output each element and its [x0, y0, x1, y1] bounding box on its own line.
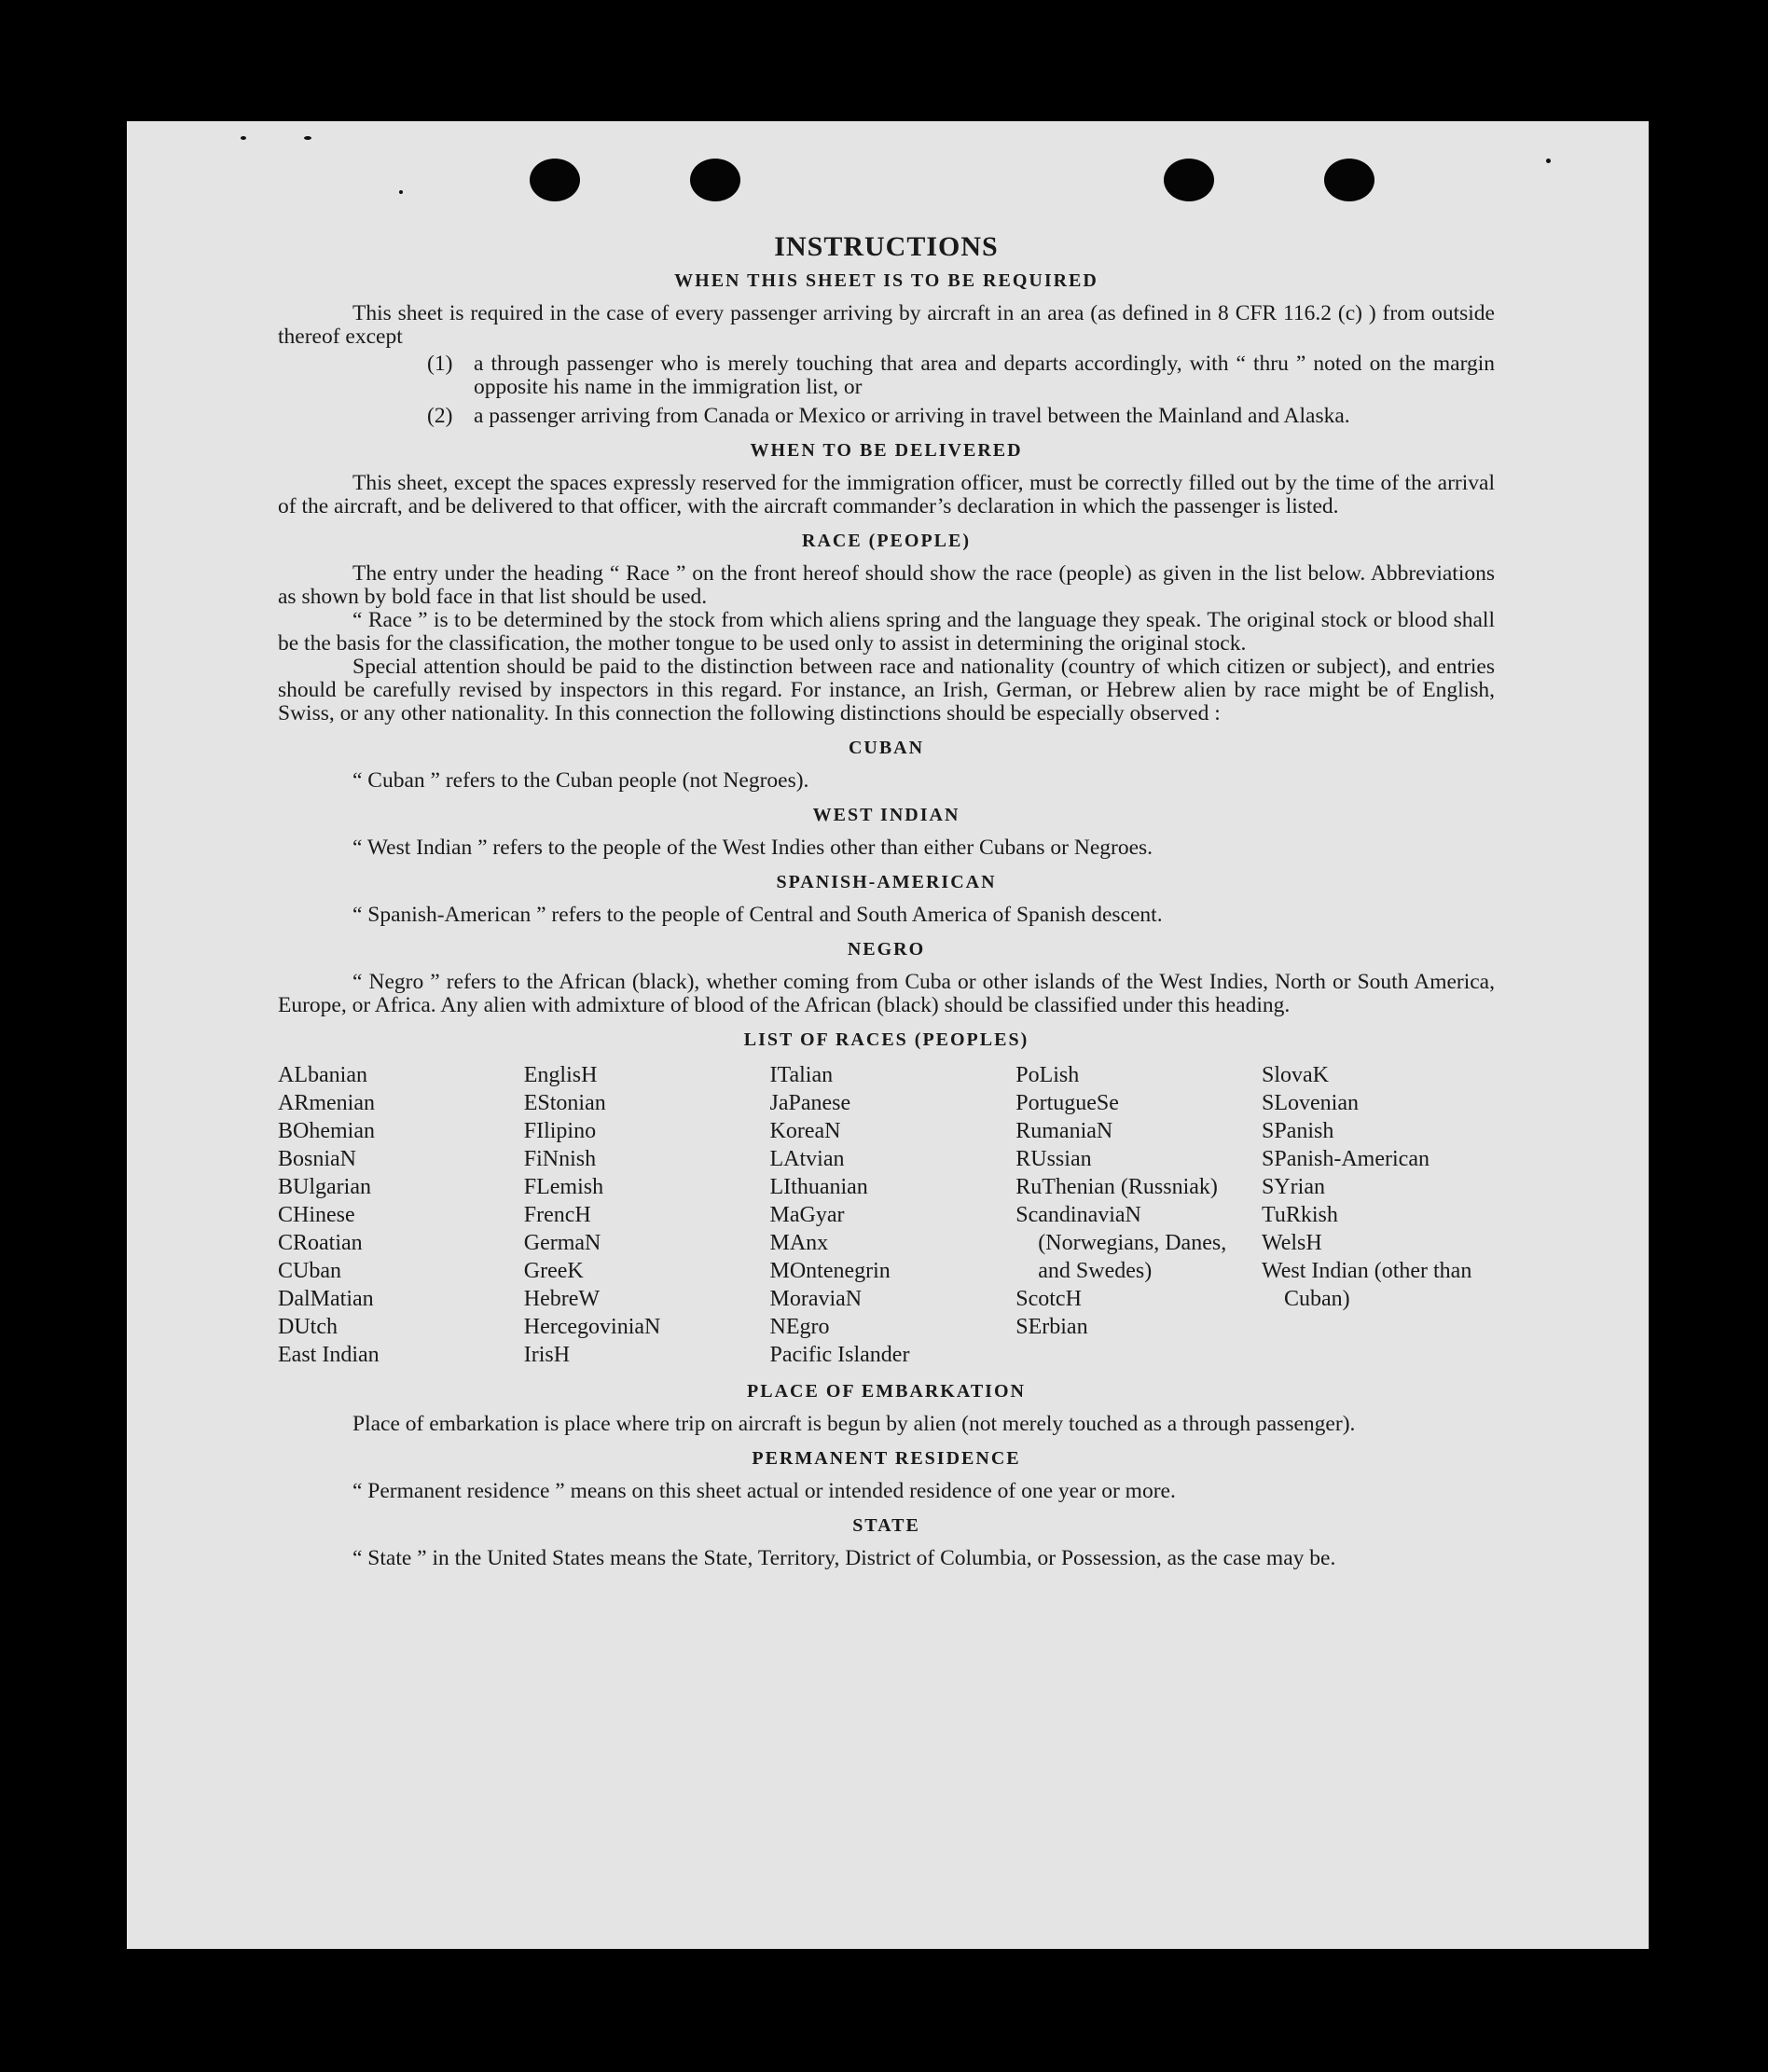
- race-entry: CRoatian: [278, 1231, 363, 1255]
- page-title: INSTRUCTIONS: [774, 231, 999, 262]
- race-entry: LIthuanian: [769, 1175, 868, 1199]
- paragraph: Place of embarkation is place where trip on aircraft is begun by alien (not merely touched as a through passenger).: [352, 1412, 1356, 1436]
- punch-hole-4: [1324, 159, 1374, 201]
- punch-hole-2: [690, 159, 740, 201]
- race-entry: EStonian: [523, 1091, 606, 1115]
- race-entry: BUlgarian: [278, 1175, 371, 1199]
- section-heading: WHEN THIS SHEET IS TO BE REQUIRED: [674, 270, 1098, 291]
- race-entry: SLovenian: [1262, 1091, 1359, 1115]
- race-entry: BosniaN: [278, 1147, 356, 1171]
- section-cuban: [278, 737, 1495, 793]
- race-entry: DalMatian: [278, 1287, 374, 1311]
- race-entry: DUtch: [278, 1315, 338, 1339]
- race-entry: RumaniaN: [1015, 1119, 1113, 1143]
- race-column: [278, 1061, 511, 1369]
- scan-speck: [241, 136, 246, 140]
- list-item: [427, 352, 1495, 399]
- item-number: (2): [427, 404, 453, 428]
- race-entry: SPanish: [1262, 1119, 1334, 1143]
- race-entry: GreeK: [523, 1259, 584, 1283]
- race-entry: IrisH: [523, 1343, 571, 1367]
- item-text: a passenger arriving from Canada or Mexico or arriving in travel between the Mainland and Alaska.: [474, 404, 1350, 428]
- section-spanish-american: [278, 871, 1495, 927]
- race-entry: ALbanian: [278, 1063, 367, 1087]
- section-residence: [278, 1447, 1495, 1503]
- section-required: [278, 269, 1495, 428]
- race-entry: EnglisH: [523, 1063, 598, 1087]
- race-entry: SYrian: [1262, 1175, 1325, 1199]
- race-entry: MOntenegrin: [769, 1259, 891, 1283]
- paragraph: “ Race ” is to be determined by the stock from which aliens spring and the language they speak. The original stock or blood shall be the basis for the classification, the mother tongue to be used only to assist in determining the original stock.: [278, 608, 1495, 656]
- race-entry: MAnx: [769, 1231, 829, 1255]
- item-number: (1): [427, 352, 453, 376]
- paragraph: “ Spanish-American ” refers to the people of Central and South America of Spanish descent.: [352, 903, 1163, 927]
- scan-speck: [1546, 159, 1551, 163]
- race-entry: ScandinaviaN (Norwegians, Danes, and Swedes): [1015, 1203, 1227, 1283]
- race-entry: RUssian: [1015, 1147, 1092, 1171]
- race-entry: CUban: [278, 1259, 341, 1283]
- races-list: [278, 1029, 1495, 1369]
- race-entry: PortugueSe: [1015, 1091, 1119, 1115]
- race-entry: MaGyar: [769, 1203, 845, 1227]
- race-entry: JaPanese: [769, 1091, 851, 1115]
- race-entry: WelsH: [1262, 1231, 1322, 1255]
- paragraph: Special attention should be paid to the distinction between race and nationality (country of which citizen or subject), and entries should be carefully revised by inspectors in this regard. For instance, an Irish, German, or Hebrew alien by race might be of English, Swiss, or any other nationality. In this connection the following distinctions should be especially observed :: [278, 655, 1495, 725]
- race-entry: FIlipino: [523, 1119, 597, 1143]
- paragraph: “ West Indian ” refers to the people of the West Indies other than either Cubans or Negroes.: [352, 836, 1153, 860]
- race-entry: BOhemian: [278, 1119, 375, 1143]
- section-heading: RACE (PEOPLE): [802, 531, 971, 551]
- paragraph: “ Permanent residence ” means on this sheet actual or intended residence of one year or more.: [352, 1479, 1176, 1503]
- document-sheet: [127, 121, 1649, 1949]
- section-heading: WHEN TO BE DELIVERED: [750, 440, 1023, 461]
- race-entry: RuThenian (Russniak): [1015, 1175, 1218, 1199]
- race-entry: HebreW: [523, 1287, 601, 1311]
- section-heading: PLACE OF EMBARKATION: [747, 1381, 1026, 1402]
- race-entry: NEgro: [769, 1315, 830, 1339]
- race-entry: ITalian: [769, 1063, 834, 1087]
- list-item: [427, 405, 1495, 428]
- paragraph: “ Negro ” refers to the African (black), whether coming from Cuba or other islands of the West Indies, North or South America, Europe, or Africa. Any alien with admixture of blood of the African (black) should be classified under this heading.: [278, 970, 1495, 1017]
- race-entry: SPanish-American: [1262, 1147, 1430, 1171]
- race-entry: FiNnish: [523, 1147, 597, 1171]
- race-entry: TuRkish: [1262, 1203, 1338, 1227]
- punch-hole-1: [530, 159, 580, 201]
- race-column: [1262, 1061, 1495, 1369]
- race-entry: PoLish: [1015, 1063, 1080, 1087]
- race-entry: ScotcH: [1015, 1287, 1082, 1311]
- section-heading: WEST INDIAN: [812, 805, 960, 825]
- section-heading: NEGRO: [847, 939, 926, 960]
- section-state: [278, 1514, 1495, 1570]
- paragraph: “ Cuban ” refers to the Cuban people (not Negroes).: [352, 768, 809, 793]
- races-heading: LIST OF RACES (PEOPLES): [743, 1029, 1029, 1050]
- race-entry: HercegoviniaN: [523, 1315, 661, 1339]
- section-embarkation: [278, 1380, 1495, 1436]
- race-entry: SlovaK: [1262, 1063, 1329, 1087]
- race-entry: West Indian (other than Cuban): [1262, 1259, 1472, 1311]
- scan-speck: [399, 190, 403, 194]
- section-heading: PERMANENT RESIDENCE: [752, 1448, 1021, 1469]
- race-column: [770, 1061, 1003, 1369]
- section-race: [278, 530, 1495, 725]
- paragraph: “ State ” in the United States means the State, Territory, District of Columbia, or Possession, as the case may be.: [352, 1546, 1336, 1570]
- paragraph: The entry under the heading “ Race ” on the front hereof should show the race (people) as given in the list below. Abbreviations as shown by bold face in that list should be used.: [278, 561, 1495, 609]
- scan-speck: [304, 136, 311, 140]
- item-text: a through passenger who is merely touching that area and departs accordingly, with “ thru ” noted on the margin opposite his name in the immigration list, or: [474, 352, 1495, 399]
- race-entry: MoraviaN: [769, 1287, 863, 1311]
- section-heading: SPANISH-AMERICAN: [776, 872, 997, 892]
- punch-hole-3: [1164, 159, 1214, 201]
- races-table: [278, 1061, 1495, 1369]
- race-entry: CHinese: [278, 1203, 355, 1227]
- race-entry: FrencH: [523, 1203, 591, 1227]
- race-entry: Pacific Islander: [769, 1343, 910, 1367]
- race-entry: KoreaN: [769, 1119, 841, 1143]
- race-column: [524, 1061, 757, 1369]
- race-entry: GermaN: [523, 1231, 601, 1255]
- section-delivered: [278, 439, 1495, 518]
- instructions-content: [278, 231, 1495, 1570]
- race-entry: SErbian: [1015, 1315, 1088, 1339]
- section-west-indian: [278, 804, 1495, 860]
- race-column: [1015, 1061, 1249, 1369]
- race-entry: FLemish: [523, 1175, 604, 1199]
- section-heading: STATE: [852, 1515, 920, 1536]
- race-entry: ARmenian: [278, 1091, 375, 1115]
- race-entry: LAtvian: [769, 1147, 845, 1171]
- section-negro: [278, 938, 1495, 1017]
- paragraph: This sheet, except the spaces expressly reserved for the immigration officer, must be correctly filled out by the time of the arrival of the aircraft, and be delivered to that officer, with the aircraft commander’s declaration in which the passenger is listed.: [278, 471, 1495, 518]
- section-heading: CUBAN: [848, 738, 925, 758]
- paragraph: This sheet is required in the case of every passenger arriving by aircraft in an area (as defined in 8 CFR 116.2 (c) ) from outside thereof except: [278, 301, 1495, 349]
- race-entry: East Indian: [278, 1343, 380, 1367]
